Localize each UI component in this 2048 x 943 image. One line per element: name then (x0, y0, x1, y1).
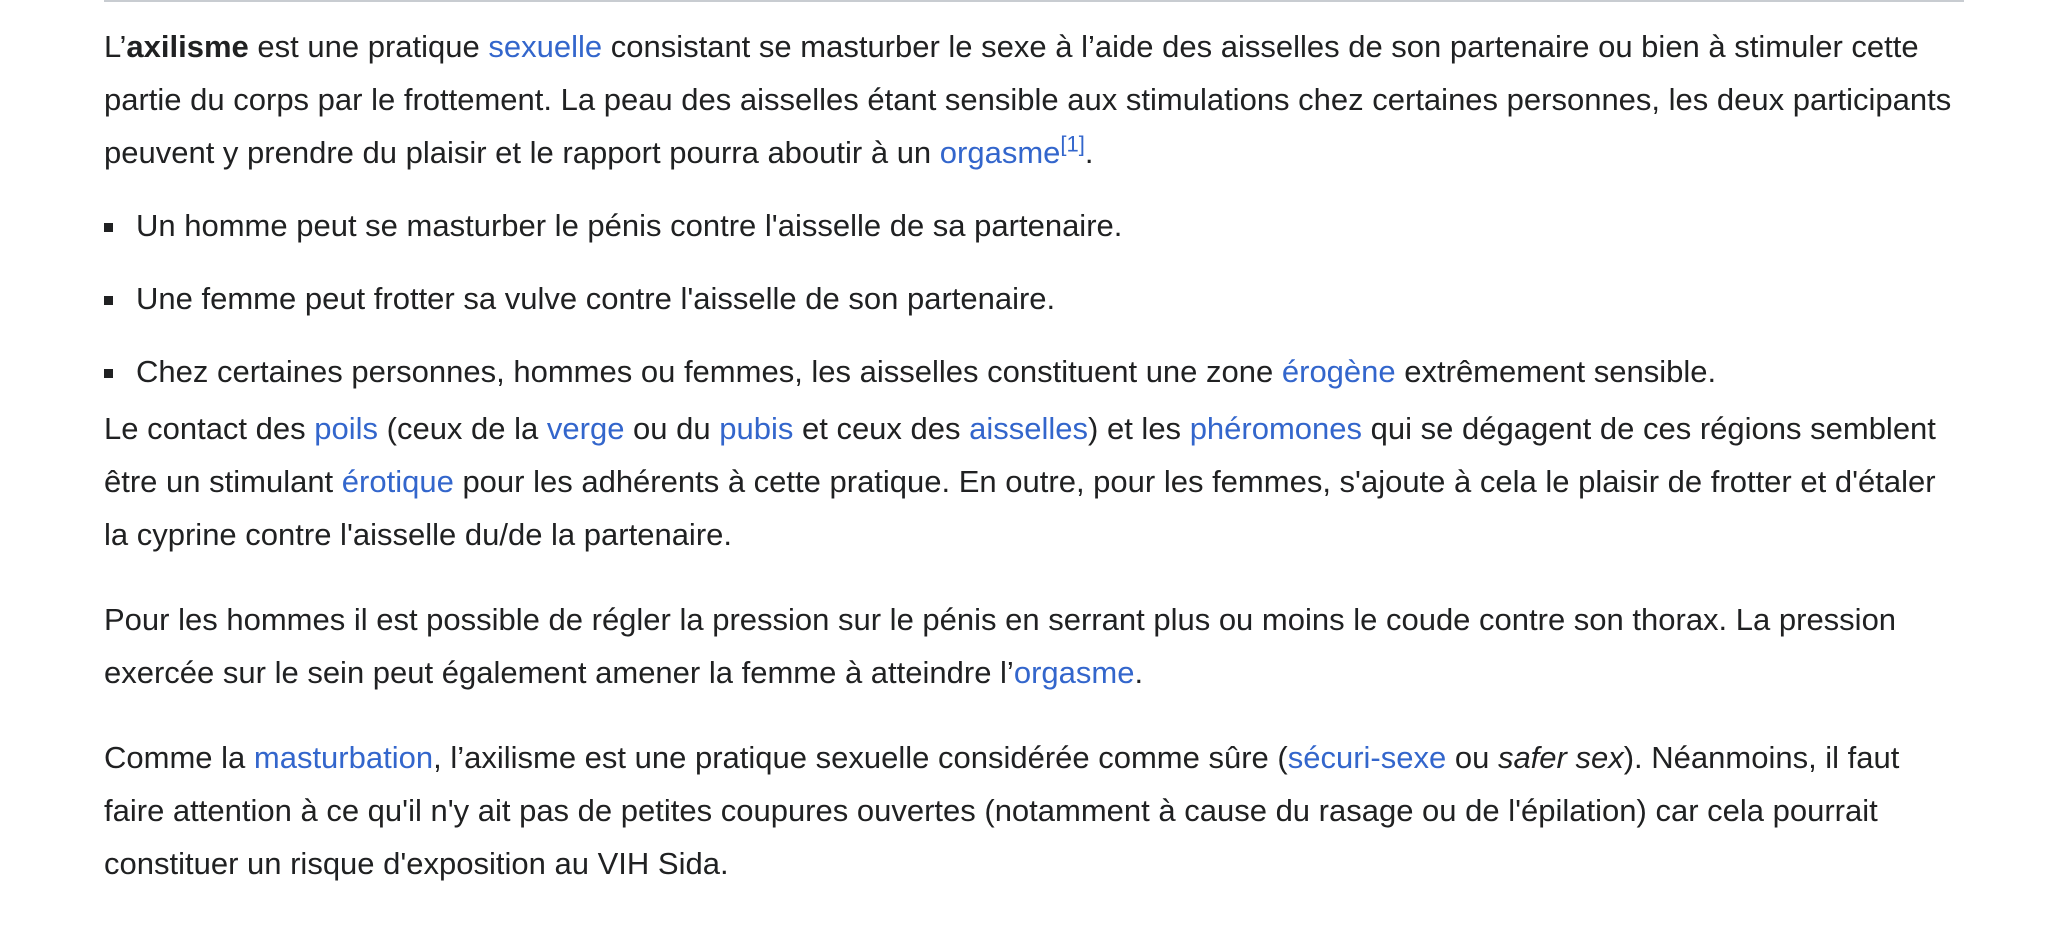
link-verge[interactable]: verge (546, 411, 625, 446)
text: consistant se masturber le sexe à l’aide des aisselles de son partenaire ou bien à stimuler cette partie du corps par le frottement. La peau des aisselles étant sensible aux stimulations chez certaines personnes, les deux participants peuvent y prendre du plaisir et le rapport pourra aboutir à un (104, 29, 1952, 170)
list-item (104, 272, 1964, 325)
reference-1[interactable]: [1] (1060, 131, 1085, 157)
text: Comme la (104, 740, 254, 775)
text: . (1134, 655, 1144, 690)
bullet-icon (104, 223, 113, 232)
link-orgasme[interactable]: orgasme (939, 135, 1061, 170)
link-sexuelle[interactable]: sexuelle (488, 29, 603, 64)
text: pour les adhérents à cette pratique. En outre, pour les femmes, s'ajoute à cela le plaisir de frotter et d'étaler la cyprine contre l'aisselle du/de la partenaire. (104, 464, 1936, 552)
text: est une pratique (248, 29, 489, 64)
list-item (104, 345, 1964, 398)
safety-paragraph (104, 731, 1964, 890)
link-erogene[interactable]: érogène (1281, 354, 1396, 389)
link-securi-sexe[interactable]: sécuri-sexe (1287, 740, 1447, 775)
bullet-icon (104, 296, 113, 305)
bullet-list (104, 199, 1964, 398)
term-bold: axilisme (126, 29, 249, 64)
list-item (104, 199, 1964, 252)
link-poils[interactable]: poils (314, 411, 379, 446)
link-orgasme-2[interactable]: orgasme (1013, 655, 1135, 690)
text: ). Néanmoins, il faut faire attention à ce qu'il n'y ait pas de petites coupures ouvertes (notamment à cause du rasage ou de l'épilation) car cela pourrait constituer un risque d'exposition au VIH Sida. (104, 740, 1900, 881)
text: Une femme peut frotter sa vulve contre l'aisselle de son partenaire. (136, 281, 1056, 316)
safer-sex-italic: safer sex (1497, 740, 1624, 775)
text: Pour les hommes il est possible de régler la pression sur le pénis en serrant plus ou moins le coude contre son thorax. La pression exercée sur le sein peut également amener la femme à atteindre l’ (104, 602, 1897, 690)
text: (ceux de la (378, 411, 547, 446)
text: , l’axilisme est une pratique sexuelle considérée comme sûre ( (433, 740, 1288, 775)
text: . (1084, 135, 1094, 170)
bullet-icon (104, 369, 113, 378)
pressure-paragraph (104, 593, 1964, 699)
text: et ceux des (793, 411, 970, 446)
link-pubis[interactable]: pubis (719, 411, 794, 446)
link-pheromones[interactable]: phéromones (1189, 411, 1363, 446)
link-erotique[interactable]: érotique (341, 464, 454, 499)
text: Un homme peut se masturber le pénis contre l'aisselle de sa partenaire. (136, 208, 1123, 243)
text: Chez certaines personnes, hommes ou femmes, les aisselles constituent une zone (136, 354, 1282, 389)
text: Le contact des (104, 411, 315, 446)
text: ) et les (1088, 411, 1190, 446)
contact-paragraph (104, 402, 1964, 561)
link-aisselles[interactable]: aisselles (969, 411, 1089, 446)
link-masturbation[interactable]: masturbation (253, 740, 434, 775)
text: ou du (624, 411, 720, 446)
text: extrêmement sensible. (1395, 354, 1717, 389)
top-divider (104, 0, 1964, 2)
intro-paragraph (104, 20, 1964, 179)
text: qui se dégagent de ces régions semblent être un stimulant (104, 411, 1936, 499)
text: ou (1446, 740, 1498, 775)
article-body (104, 20, 1964, 922)
text: L’ (104, 29, 127, 64)
